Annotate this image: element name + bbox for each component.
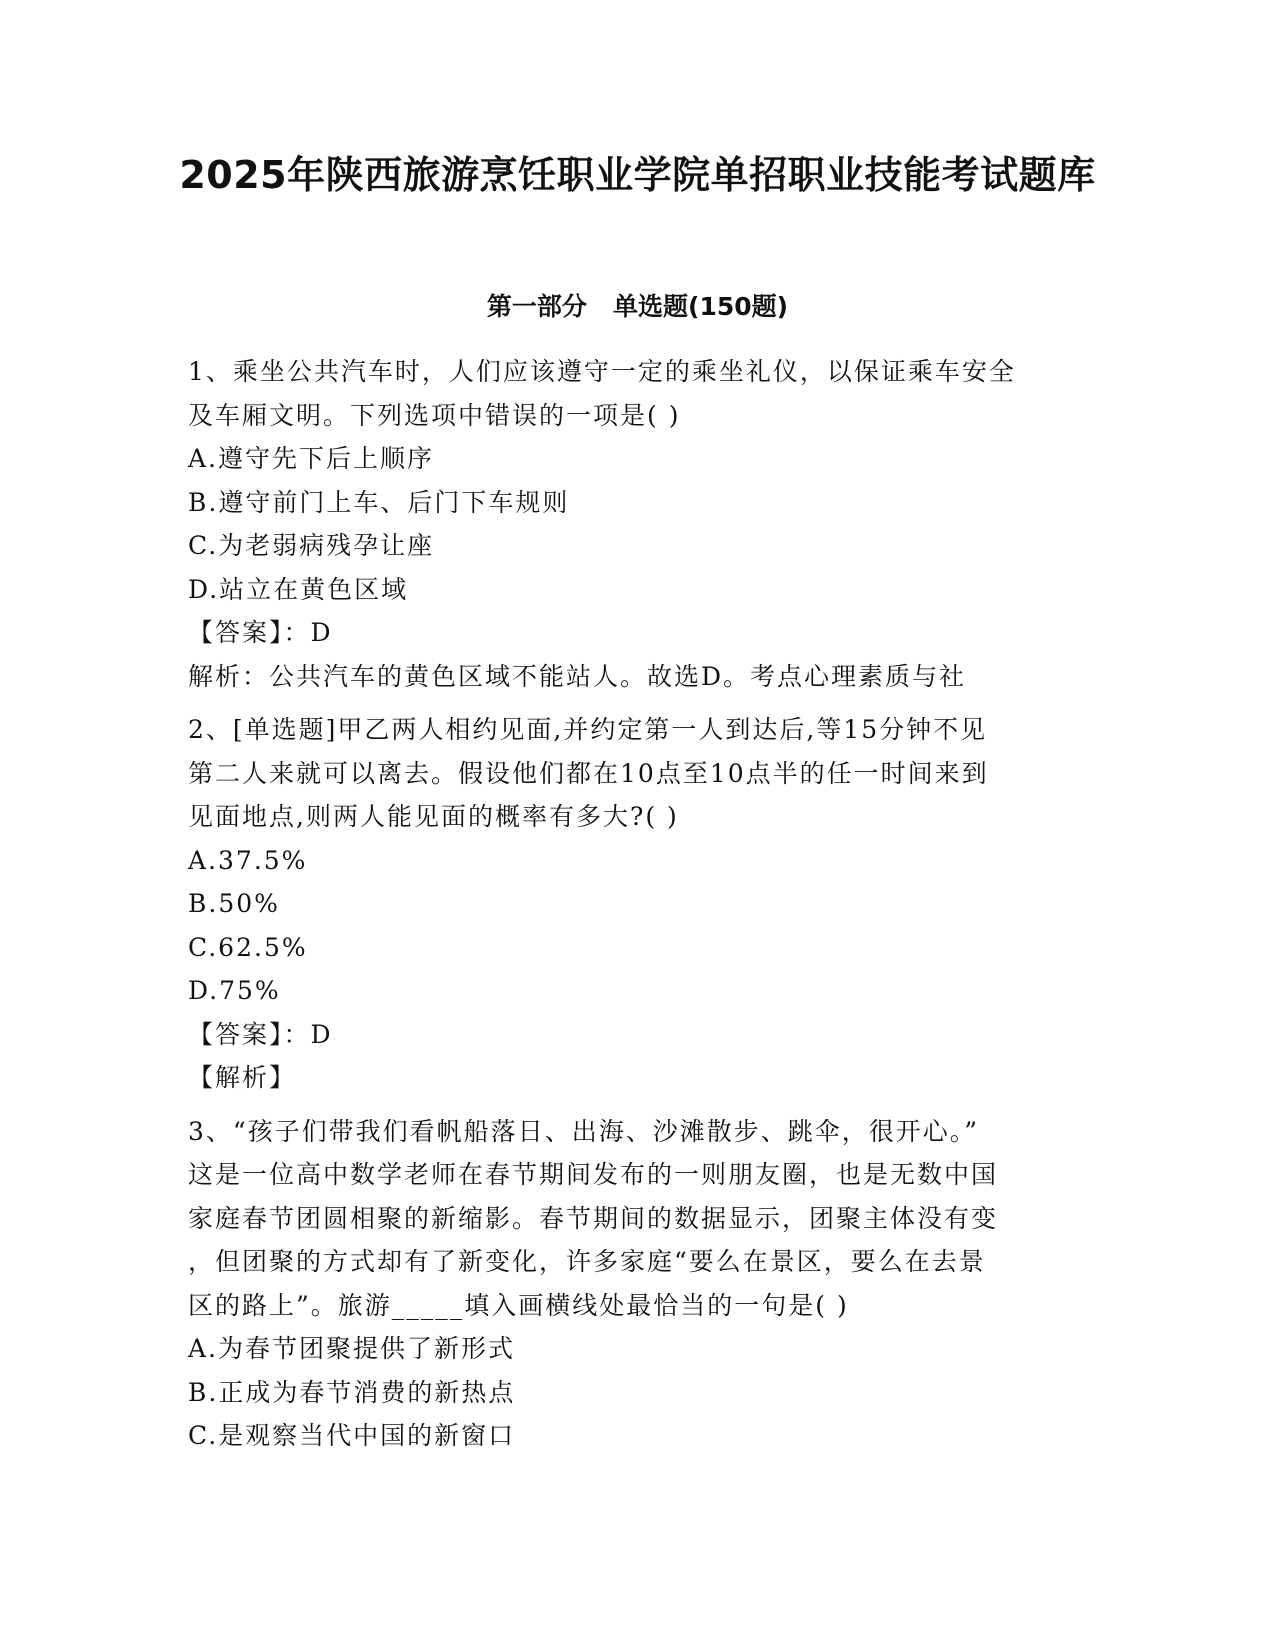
question-2-analysis: 【解析】 (188, 1063, 297, 1092)
question-3 (188, 1110, 1088, 1458)
question-2-stem-line-1: 2、[单选题]甲乙两人相约见面,并约定第一人到达后,等15分钟不见 (188, 715, 988, 744)
document-title: 2025年陕西旅游烹饪职业学院单招职业技能考试题库 (179, 153, 1096, 197)
question-1-option-c: C.为老弱病残孕让座 (188, 531, 435, 560)
question-1-option-b: B.遵守前门上车、后门下车规则 (188, 487, 570, 517)
question-3-stem-line-4: ，但团聚的方式却有了新变化，许多家庭“要么在景区，要么在去景 (188, 1247, 986, 1276)
question-3-stem-line-3: 家庭春节团圆相聚的新缩影。春节期间的数据显示，团聚主体没有变 (188, 1203, 999, 1233)
question-3-option-a: A.为春节团聚提供了新形式 (188, 1334, 516, 1363)
question-3-stem-line-2: 这是一位高中数学老师在春节期间发布的一则朋友圈，也是无数中国 (188, 1160, 999, 1189)
question-1-option-d: D.站立在黄色区域 (188, 574, 409, 604)
question-2-option-c: C.62.5% (188, 932, 308, 962)
question-1-stem-line-1: 1、乘坐公共汽车时，人们应该遵守一定的乘坐礼仪，以保证乘车安全 (188, 357, 1016, 386)
question-2-option-d: D.75% (188, 976, 281, 1005)
question-3-stem-line-1: 3、“孩子们带我们看帆船落日、出海、沙滩散步、跳伞，很开心。” (188, 1116, 979, 1146)
question-1 (188, 350, 1088, 698)
question-1-answer: 【答案】：D (188, 618, 333, 647)
question-1-analysis: 解析：公共汽车的黄色区域不能站人。故选D。考点心理素质与社 (188, 661, 967, 691)
question-2-answer: 【答案】：D (188, 1019, 333, 1049)
question-2-option-b: B.50% (188, 889, 280, 918)
question-2 (188, 708, 1088, 1100)
question-list (188, 350, 1088, 1458)
question-gap (188, 698, 1088, 708)
question-2-option-a: A.37.5% (188, 845, 308, 875)
question-3-option-c: C.是观察当代中国的新窗口 (188, 1421, 516, 1450)
question-3-stem-line-5: 区的路上”。旅游_____填入画横线处最恰当的一句是( ) (188, 1290, 849, 1320)
question-1-option-a: A.遵守先下后上顺序 (188, 444, 435, 473)
question-1-stem-line-2: 及车厢文明。下列选项中错误的一项是( ) (188, 400, 681, 430)
section-title: 第一部分 单选题(150题) (486, 292, 789, 321)
question-2-stem-line-2: 第二人来就可以离去。假设他们都在10点至10点半的任一时间来到 (188, 758, 989, 788)
question-3-option-b: B.正成为春节消费的新热点 (188, 1377, 516, 1407)
question-gap (188, 1100, 1088, 1110)
question-2-stem-line-3: 见面地点,则两人能见面的概率有多大?( ) (188, 802, 679, 831)
